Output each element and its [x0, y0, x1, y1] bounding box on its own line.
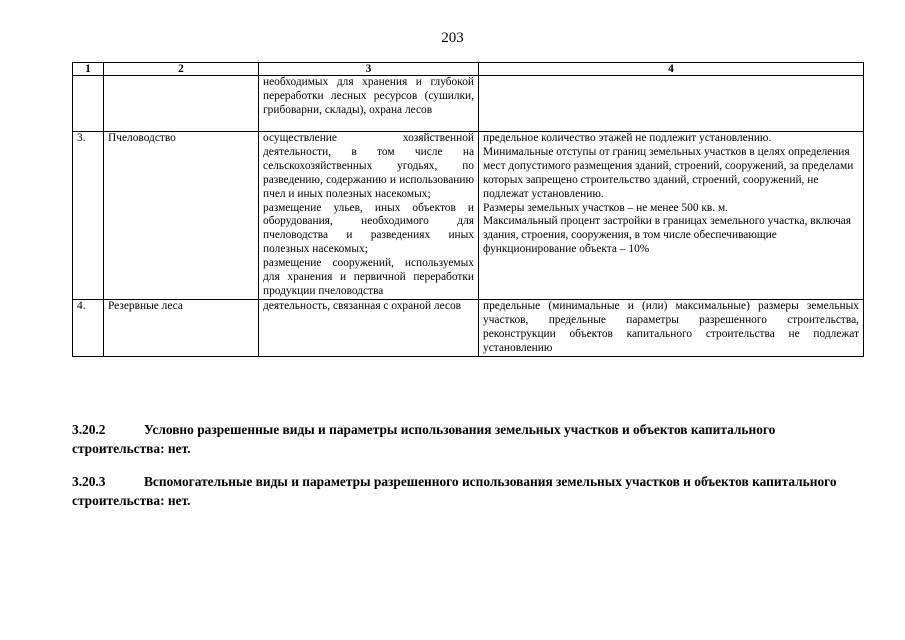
activity-paragraph: деятельность, связанная с охраной лесов: [263, 299, 462, 312]
parameters-paragraph: предельное количество этажей не подлежит установлению.: [483, 132, 772, 144]
use-type-name: Резервные леса: [104, 299, 259, 356]
parameters-paragraph: Минимальные отступы от границ земельных участков в целях определения мест допустимого размещения зданий, строений, сооружений, за пределами которых запрещено строительство зданий, строений, сооружений, не подлежат установлению.: [483, 145, 854, 200]
section-number: 3.20.2: [72, 422, 106, 437]
section-text: Условно разрешенные виды и параметры использования земельных участков и объектов капитального строительства: нет.: [72, 422, 776, 456]
parameters-paragraph: Максимальный процент застройки в границах земельного участка, включая здания, строения, сооружения, в том числе обеспечивающие функционирование объекта – 10%: [483, 215, 851, 256]
activity-description: [259, 299, 479, 356]
row-number: 3.: [73, 132, 104, 300]
column-header: 1: [73, 63, 104, 76]
table-row: [73, 132, 864, 300]
column-header: 4: [479, 63, 864, 76]
section-auxiliary-uses: [72, 472, 863, 510]
column-header: 3: [259, 63, 479, 76]
use-type-name: Пчеловодство: [104, 132, 259, 300]
table-header-row: [73, 63, 864, 76]
activity-paragraph: размещение ульев, иных объектов и оборудования, необходимого для пчеловодства и разведениях иных полезных насекомых;: [263, 201, 474, 256]
column-header: 2: [104, 63, 259, 76]
section-text: Вспомогательные виды и параметры разрешенного использования земельных участков и объектов капитального строительства: нет.: [72, 474, 837, 508]
section-conditional-uses: [72, 420, 863, 458]
parameters-description: [479, 299, 864, 356]
zoning-table: [72, 62, 864, 357]
parameters-paragraph: Размеры земельных участков – не менее 500 кв. м.: [483, 201, 729, 214]
activity-description: [259, 76, 479, 132]
page-number: 203: [441, 30, 464, 46]
use-type-name: [104, 76, 259, 132]
table-row: [73, 76, 864, 132]
table-row: [73, 299, 864, 356]
activity-paragraph: необходимых для хранения и глубокой переработки лесных ресурсов (сушилки, грибоварни, склады), охрана лесов: [263, 76, 474, 116]
activity-description: [259, 132, 479, 300]
activity-paragraph: размещение сооружений, используемых для хранения и первичной переработки продукции пчеловодства: [263, 257, 474, 297]
parameters-paragraph: предельные (минимальные и (или) максимальные) размеры земельных участков, предельные параметры разрешенного строительства, реконструкции объектов капитального строительства не подлежат установлению: [483, 299, 859, 354]
row-number: 4.: [73, 299, 104, 356]
row-number: [73, 76, 104, 132]
section-number: 3.20.3: [72, 474, 106, 489]
activity-paragraph: осуществление хозяйственной деятельности, в том числе на сельскохозяйственных угодьях, по разведению, содержанию и использованию пчел и иных полезных насекомых;: [263, 132, 474, 200]
parameters-description: [479, 76, 864, 132]
parameters-description: [479, 132, 864, 300]
